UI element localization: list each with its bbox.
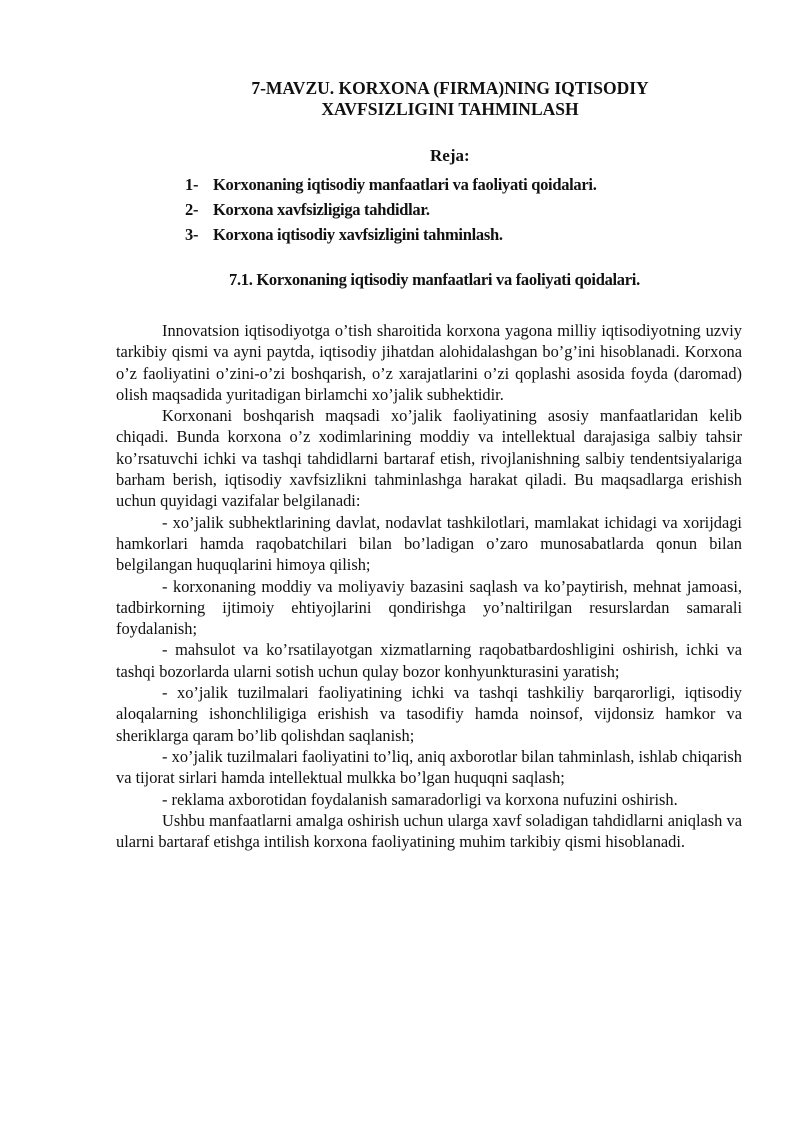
- title-line-2: XAVFSIZLIGINI TAHMINLASH: [321, 99, 579, 119]
- plan-list: [185, 172, 597, 247]
- plan-item: [185, 172, 597, 197]
- section-heading: 7.1. Korxonaning iqtisodiy manfaatlari va faoliyati qoidalari.: [229, 270, 640, 289]
- list-item: - xo’jalik tuzilmalari faoliyatining ichki va tashqi tashkiliy barqarorligi, iqtisodiy aloqalarning ishonchliligiga erishish va tasodifiy hamda noinsof, vijdonsiz hamkor va sheriklarga qaram bo’lib qolishdan saqlanish;: [116, 683, 742, 745]
- plan-item-text: Korxonaning iqtisodiy manfaatlari va faoliyati qoidalari.: [213, 175, 597, 194]
- plan-item-number: 3-: [185, 225, 199, 244]
- plan-item: [185, 197, 597, 222]
- list-item: - xo’jalik tuzilmalari faoliyatini to’liq, aniq axborotlar bilan tahminlash, ishlab chiqarish va tijorat sirlari hamda intellektual mulkka bo’lgan huquqni saqlash;: [116, 746, 742, 788]
- list-item: - xo’jalik subhektlarining davlat, nodavlat tashkilotlari, mamlakat ichidagi va xorijdagi hamkorlari hamda raqobatchilari bilan bo’ladigan o’zaro munosabatlarda qonun bilan belgilangan huquqlarini himoya qilish;: [116, 512, 742, 575]
- list-item: - korxonaning moddiy va moliyaviy bazasini saqlash va ko’paytirish, mehnat jamoasi, tadbirkorning ijtimoiy ehtiyojlarini qondirishga yo’naltirilgan resurslardan samarali foydalanish;: [116, 576, 742, 639]
- list-item: - reklama axborotidan foydalanish samaradorligi va korxona nufuzini oshirish.: [162, 789, 678, 809]
- title-line-1: 7-MAVZU. KORXONA (FIRMA)NING IQTISODIY: [251, 78, 649, 98]
- paragraph: Innovatsion iqtisodiyotga o’tish sharoitida korxona yagona milliy iqtisodiyotning uzviy tarkibiy qismi va ayni paytda, iqtisodiy jihatdan alohidalashgan bo’g’ini hisoblanadi. Korxona o’z faoliyatini o’zini-o’zi boshqarish, o’z xarajatlarini o’zi qoplashi asosida foyda (daromad) olish maqsadida yuritadigan birlamchi xo’jalik subhektidir.: [116, 321, 742, 404]
- plan-item-text: Korxona xavfsizligiga tahdidlar.: [213, 200, 430, 219]
- paragraph: Korxonani boshqarish maqsadi xo’jalik faoliyatining asosiy manfaatlaridan kelib chiqadi. Bunda korxona o’z xodimlarining moddiy va intellektual darajasiga salbiy tahsir ko’rsatuvchi ichki va tashqi tahdidlarni bartaraf etish, rivojlanishning salbiy tendentsiyalariga barham berish, iqtisodiy xavfsizlikni tahminlashga harakat qiladi. Bu maqsadlarga erishish uchun quyidagi vazifalar belgilanadi:: [116, 406, 742, 511]
- plan-heading: Reja:: [430, 146, 470, 165]
- document-title: [160, 78, 740, 120]
- plan-item-number: 2-: [185, 200, 199, 219]
- body-text: [116, 320, 742, 852]
- list-item: - mahsulot va ko’rsatilayotgan xizmatlarning raqobatbardoshligini oshirish, ichki va tashqi bozorlarda ularni sotish uchun qulay bozor konhyunkturasini yaratish;: [116, 640, 742, 681]
- plan-item-text: Korxona iqtisodiy xavfsizligini tahminlash.: [213, 225, 503, 244]
- paragraph: Ushbu manfaatlarni amalga oshirish uchun ularga xavf soladigan tahdidlarni aniqlash va ularni bartaraf etishga intilish korxona faoliyatining muhim tarkibiy qismi hisoblanadi.: [116, 810, 742, 852]
- plan-item-number: 1-: [185, 175, 199, 194]
- plan-item: [185, 222, 597, 247]
